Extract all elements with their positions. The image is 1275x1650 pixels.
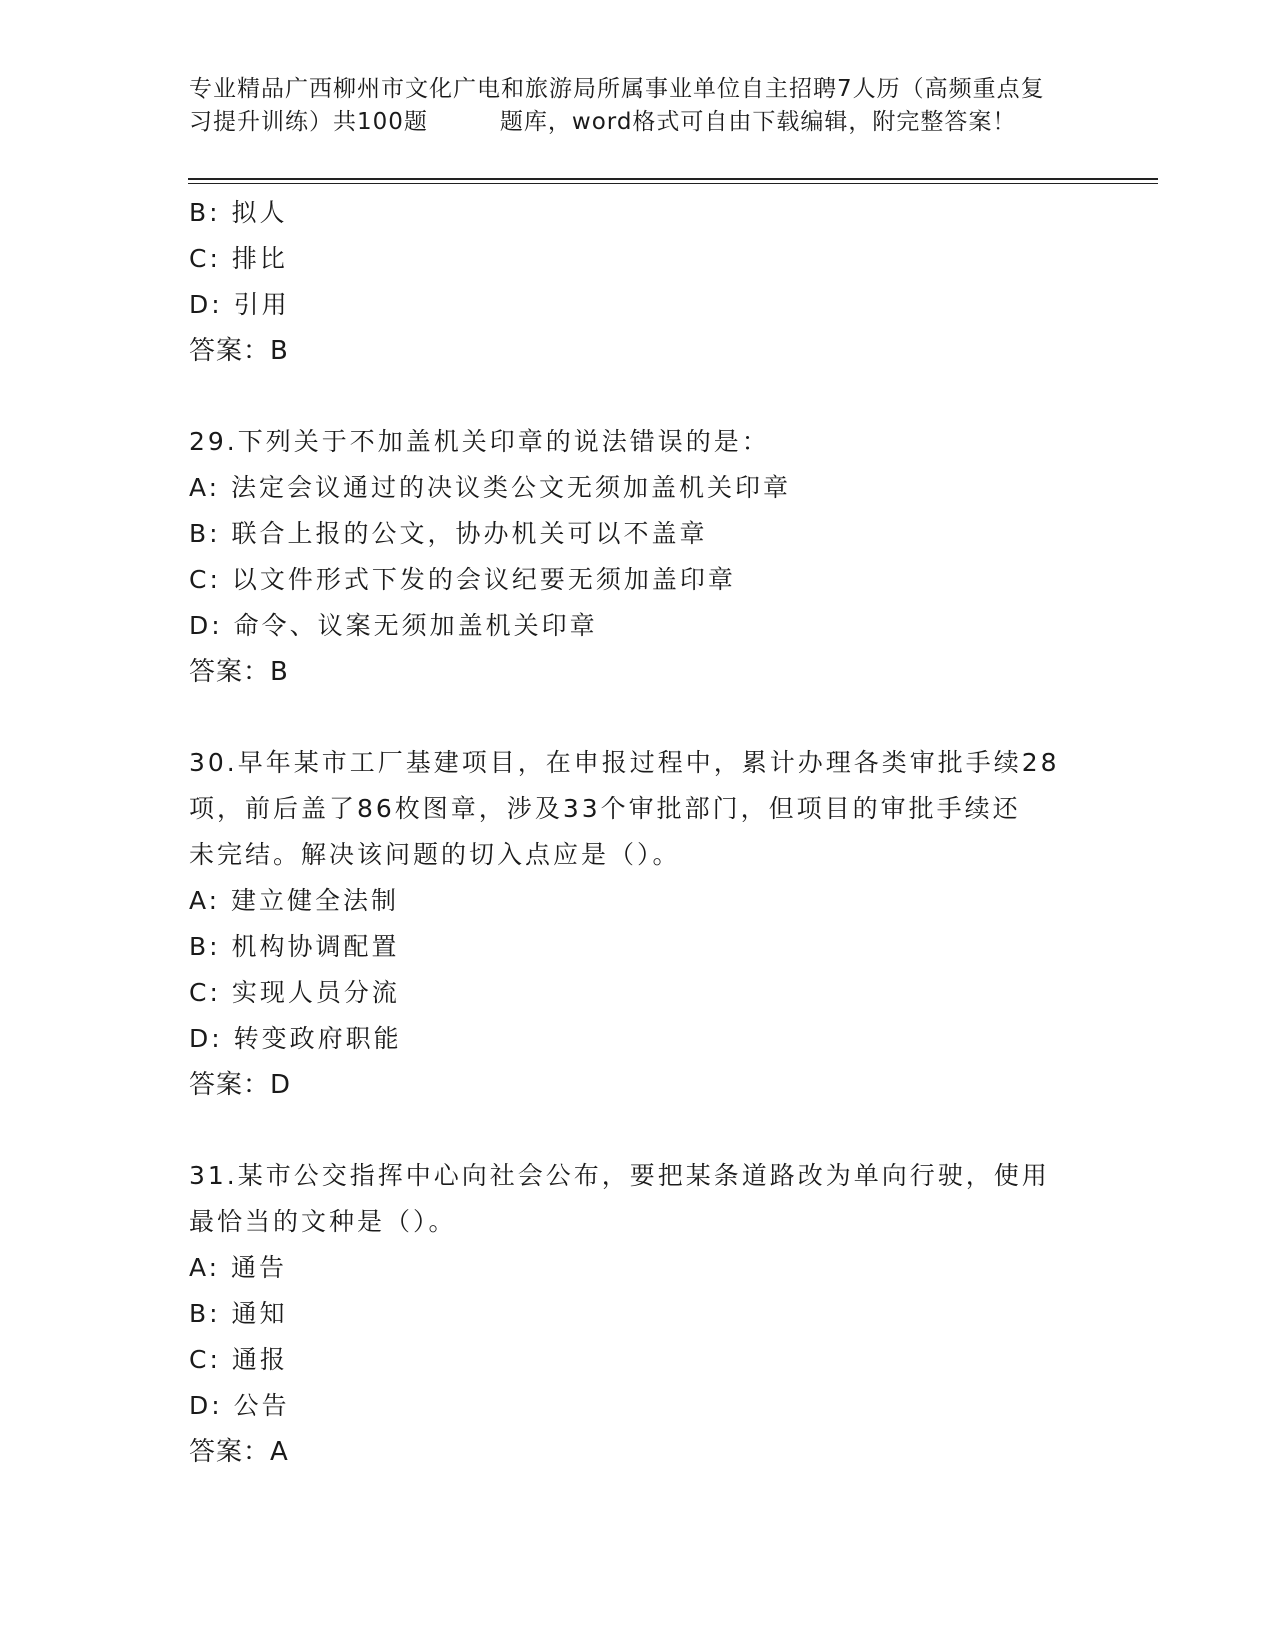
option-d: D: 引用	[189, 290, 290, 319]
header-line-2: 习提升训练）共100题 题库，word格式可自由下载编辑，附完整答案！	[189, 109, 1017, 135]
answer-line: 答案：A	[189, 1437, 289, 1467]
option-b: B: 通知	[189, 1299, 288, 1328]
option-d: D: 命令、议案无须加盖机关印章	[189, 611, 598, 640]
option-b: B: 联合上报的公文，协办机关可以不盖章	[189, 519, 708, 548]
option-b: B: 机构协调配置	[189, 932, 400, 961]
option-c: C: 排比	[189, 244, 288, 273]
answer-line: 答案：B	[189, 657, 289, 687]
option-d: D: 转变政府职能	[189, 1024, 402, 1053]
header-divider	[188, 178, 1158, 184]
document-body	[189, 190, 1089, 1475]
answer-line: 答案：D	[189, 1070, 292, 1100]
option-a: A: 法定会议通过的决议类公文无须加盖机关印章	[189, 473, 792, 502]
question-text-line-1: 30.早年某市工厂基建项目，在申报过程中，累计办理各类审批手续28	[189, 748, 1060, 777]
question-text: 29.下列关于不加盖机关印章的说法错误的是：	[189, 427, 770, 456]
header-line-1: 专业精品广西柳州市文化广电和旅游局所属事业单位自主招聘7人历（高频重点复	[189, 76, 1045, 102]
question-29	[189, 419, 1089, 695]
previous-question-fragment	[189, 190, 1089, 374]
question-text-line-1: 31.某市公交指挥中心向社会公布，要把某条道路改为单向行驶，使用	[189, 1161, 1050, 1190]
question-text-line-2: 最恰当的文种是（）。	[189, 1207, 457, 1236]
option-a: A: 通告	[189, 1253, 288, 1282]
question-31	[189, 1153, 1089, 1475]
option-c: C: 通报	[189, 1345, 288, 1374]
document-header	[189, 73, 1089, 139]
question-30	[189, 740, 1089, 1108]
question-text-line-2: 项，前后盖了86枚图章，涉及33个审批部门，但项目的审批手续还	[189, 794, 1021, 823]
option-d: D: 公告	[189, 1391, 290, 1420]
option-a: A: 建立健全法制	[189, 886, 400, 915]
answer-line: 答案：B	[189, 336, 289, 366]
option-b: B: 拟人	[189, 198, 288, 227]
question-text-line-3: 未完结。解决该问题的切入点应是（）。	[189, 840, 681, 869]
option-c: C: 实现人员分流	[189, 978, 400, 1007]
option-c: C: 以文件形式下发的会议纪要无须加盖印章	[189, 565, 736, 594]
